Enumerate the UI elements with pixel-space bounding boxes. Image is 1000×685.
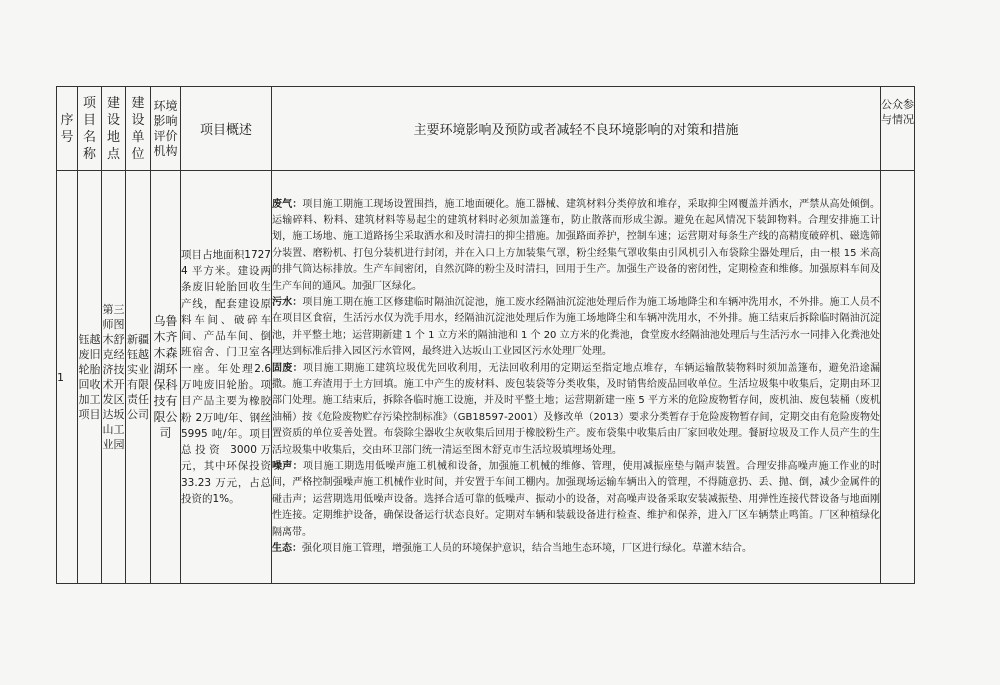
table-row (57, 171, 915, 584)
cell-seq: 1 (57, 171, 78, 584)
measure-noise: 噪声：项目施工期选用低噪声施工机械和设备，加强施工机械的维修、管理，使用减振座垫与隔声装置。合理安排高噪声施工作业的时间，严格控制强噪声施工机械作业时间，并安置于车间工棚内。加强现场运输车辆出入的管理，不得随意扔、丢、抛、倒，减少金属件的碰击声；运营期选用低噪声设备。选择合适可靠的低噪声、振动小的设备，对高噪声设备采取安装减振垫、用弹性连接代替设备与地面刚性连接。定期维护设备，确保设备运行状态良好。定期对车辆和装载设备进行检查、维护和保养，进入厂区车辆禁止鸣笛。厂区种植绿化隔离带。 (272, 461, 881, 538)
cell-overview: 项目占地面积17274 平方米。建设两条废旧轮胎回收生产线，配套建设原料车间、破碎车间、产品车间、倒班宿舍、门卫室各一座。年处理2.6万吨废旧轮胎。项目产品主要为橡胶粉 2万吨/年、钢丝5995 吨/年。项目总投资 3000万元，其中环保投资 33.23 万元，占总投资的1%。 (181, 171, 272, 584)
cell-public (881, 171, 915, 584)
cell-project-name: 钰越废旧轮胎回收加工项目 (78, 171, 102, 584)
measure-water: 污水：项目施工期在施工区修建临时隔油沉淀池，施工废水经隔油沉淀池处理后作为施工场地降尘和车辆冲洗用水，不外排。施工人员不在项目区食宿，生活污水仅为洗手用水，经隔油沉淀池处理后作为施工场地降尘和车辆冲洗用水，不外排。施工结束后拆除临时隔油沉淀池，并平整土地；运营期新建 1 个 1 立方米的隔油池和 1 个 20 立方米的化粪池，食堂废水经隔油池处理后与生活污水一同排入化粪池处理达到标准后排入园区污水管网，最终进入达坂山工业园区污水处理厂处理。 (272, 296, 881, 358)
header-eia-agency: 环境影响评价机构 (151, 87, 181, 171)
header-project-name: 项目名称 (78, 87, 102, 171)
cell-location: 第三师图木舒克经济技术开发区达坂山工业园 (102, 171, 126, 584)
header-overview: 项目概述 (181, 87, 272, 171)
header-seq: 序号 (57, 87, 78, 171)
header-unit: 建设单位 (126, 87, 151, 171)
header-row (57, 87, 915, 171)
measure-ecology: 生态：强化项目施工管理，增强施工人员的环境保护意识，结合当地生态环境，厂区进行绿化。草灌木结合。 (272, 543, 752, 555)
measure-solid-waste: 固废：项目施工期施工建筑垃圾优先回收利用，无法回收利用的定期运至指定地点堆存，车辆运输散装物料时须加盖篷布，避免沿途漏撒。施工弃渣用于土方回填。施工中产生的废材料、废包装袋等分类收集，及时销售给废品回收单位。生活垃圾集中收集后，定期由环卫部门处理。施工结束后，拆除各临时施工设施，并及时平整土地；运营期新建一座 5 平方米的危险废物暂存间，废机油、废包装桶（废机油桶）按《危险废物贮存污染控制标准》（GB18597-2001）及修改单（2013）要求分类暂存于危险废物暂存间，定期交由有危险废物处置资质的单位妥善处置。布袋除尘器收尘灰收集后回用于橡胶粉生产。废布袋集中收集后由厂家回收处理。餐厨垃圾及工作人员产生的生活垃圾集中收集后，交由环卫部门统一清运至图木舒克市生活垃圾填埋场处理。 (272, 362, 881, 456)
project-table (56, 86, 915, 584)
cell-unit: 新疆钰越实业有限责任公司 (126, 171, 151, 584)
measure-air: 废气：项目施工期施工现场设置围挡，施工地面硬化。施工器械、建筑材料分类停放和堆存，采取抑尘网覆盖并洒水，严禁从高处倾倒。运输碎料、粉料、建筑材料等易起尘的建筑材料时必须加盖篷布，防止散落而形成尘源。避免在起风情况下装卸物料。合理安排施工计划，施工场地、施工道路扬尘采取洒水和及时清扫的抑尘措施。加强路面养护，控制车速；运营期对每条生产线的高精度破碎机、磁选筛分装置、磨粉机、打包分装机进行封闭，并在入口上方加装集气罩，粉尘经集气罩收集由引风机引入布袋除尘器处理后，由一根 15 米高的排气筒达标排放。生产车间密闭，自然沉降的粉尘及时清扫，回用于生产。加强生产设备的密闭性，定期检查和维修。加强原料车间及生产车间的通风。加强厂区绿化。 (272, 198, 881, 292)
header-measures: 主要环境影响及预防或者减轻不良环境影响的对策和措施 (272, 87, 881, 171)
header-public: 公众参与情况 (881, 87, 915, 171)
cell-eia-agency: 乌鲁木齐木森湖环保科技有限公司 (151, 171, 181, 584)
cell-measures (272, 171, 881, 584)
header-location: 建设地点 (102, 87, 126, 171)
